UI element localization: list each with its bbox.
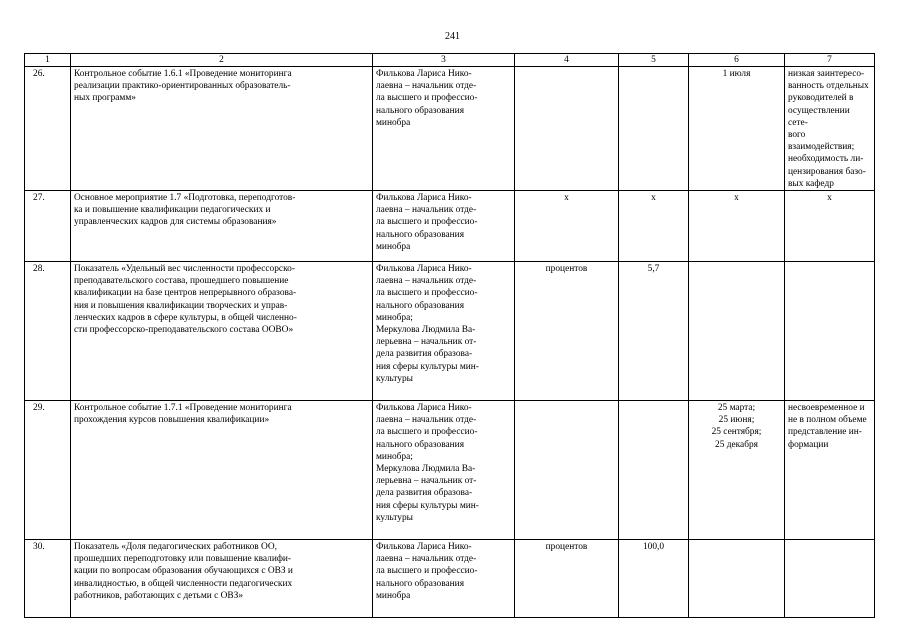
responsible-person: Филькова Лариса Нико- лаевна – начальник отде- ла высшего и профессио- нального образования минобра; Меркулова Людмила Ва- лерьевна – начальник от- дела развития образова- ния сферы культуры мин- культуры xyxy=(373,401,515,540)
column-header: 5 xyxy=(619,54,689,67)
deadline-cell: 1 июля xyxy=(689,67,785,191)
column-header: 7 xyxy=(785,54,875,67)
column-header: 4 xyxy=(515,54,619,67)
activity-name: Показатель «Доля педагогических работников ОО, прошедших переподготовку или повышение квалифи- кации по вопросам образования обучающихся с ОВЗ и инвалидностью, в общей численности педагогических работников, работающих с детьми с ОВЗ» xyxy=(71,540,373,618)
row-number: 30. xyxy=(25,540,71,618)
risks-cell: несвоевременное и не в полном объеме представление ин- формации xyxy=(785,401,875,540)
unit-cell: х xyxy=(515,191,619,262)
unit-cell: процентов xyxy=(515,540,619,618)
deadline-cell: х xyxy=(689,191,785,262)
table-row xyxy=(25,540,875,618)
page-number: 241 xyxy=(445,31,460,42)
unit-cell: процентов xyxy=(515,262,619,401)
table-row xyxy=(25,262,875,401)
table-row xyxy=(25,67,875,191)
value-cell: 5,7 xyxy=(619,262,689,401)
responsible-person: Филькова Лариса Нико- лаевна – начальник отде- ла высшего и профессио- нального образования минобра; Меркулова Людмила Ва- лерьевна – начальник от- дела развития образова- ния сферы культуры мин- культуры xyxy=(373,262,515,401)
deadline-cell xyxy=(689,540,785,618)
column-header: 2 xyxy=(71,54,373,67)
activity-name: Основное мероприятие 1.7 «Подготовка, переподготов- ка и повышение квалификации педагогических и управленческих кадров для системы образования» xyxy=(71,191,373,262)
responsible-person: Филькова Лариса Нико- лаевна – начальник отде- ла высшего и профессио- нального образования минобра xyxy=(373,67,515,191)
risks-cell: низкая заинтересо- ванность отдельных руководителей в осуществлении сете- вого взаимодействия; необходимость ли- цензирования базо- вых кафедр xyxy=(785,67,875,191)
risks-cell xyxy=(785,540,875,618)
risks-cell: х xyxy=(785,191,875,262)
responsible-person: Филькова Лариса Нико- лаевна – начальник отде- ла высшего и профессио- нального образования минобра xyxy=(373,191,515,262)
unit-cell xyxy=(515,67,619,191)
deadline-cell: 25 марта; 25 июня; 25 сентября; 25 декабря xyxy=(689,401,785,540)
row-number: 28. xyxy=(25,262,71,401)
header-row xyxy=(25,54,875,67)
value-cell xyxy=(619,67,689,191)
row-number: 27. xyxy=(25,191,71,262)
column-header: 3 xyxy=(373,54,515,67)
activity-name: Показатель «Удельный вес численности профессорско- преподавательского состава, прошедшего повышение квалификации на базе центров непрерывного образова- ния и повышения квалификации творческих и управ- ленческих кадров в сфере культуры, в общей численно- сти профессорско-преподавательского состава ООВО» xyxy=(71,262,373,401)
column-header: 1 xyxy=(25,54,71,67)
unit-cell xyxy=(515,401,619,540)
value-cell: 100,0 xyxy=(619,540,689,618)
column-header: 6 xyxy=(689,54,785,67)
activity-name: Контрольное событие 1.7.1 «Проведение мониторинга прохождения курсов повышения квалификации» xyxy=(71,401,373,540)
deadline-cell xyxy=(689,262,785,401)
row-number: 29. xyxy=(25,401,71,540)
value-cell xyxy=(619,401,689,540)
table-row xyxy=(25,191,875,262)
risks-cell xyxy=(785,262,875,401)
plan-table xyxy=(24,53,875,618)
table-row xyxy=(25,401,875,540)
value-cell: х xyxy=(619,191,689,262)
activity-name: Контрольное событие 1.6.1 «Проведение мониторинга реализации практико-ориентированных образователь- ных программ» xyxy=(71,67,373,191)
row-number: 26. xyxy=(25,67,71,191)
responsible-person: Филькова Лариса Нико- лаевна – начальник отде- ла высшего и профессио- нального образования минобра xyxy=(373,540,515,618)
